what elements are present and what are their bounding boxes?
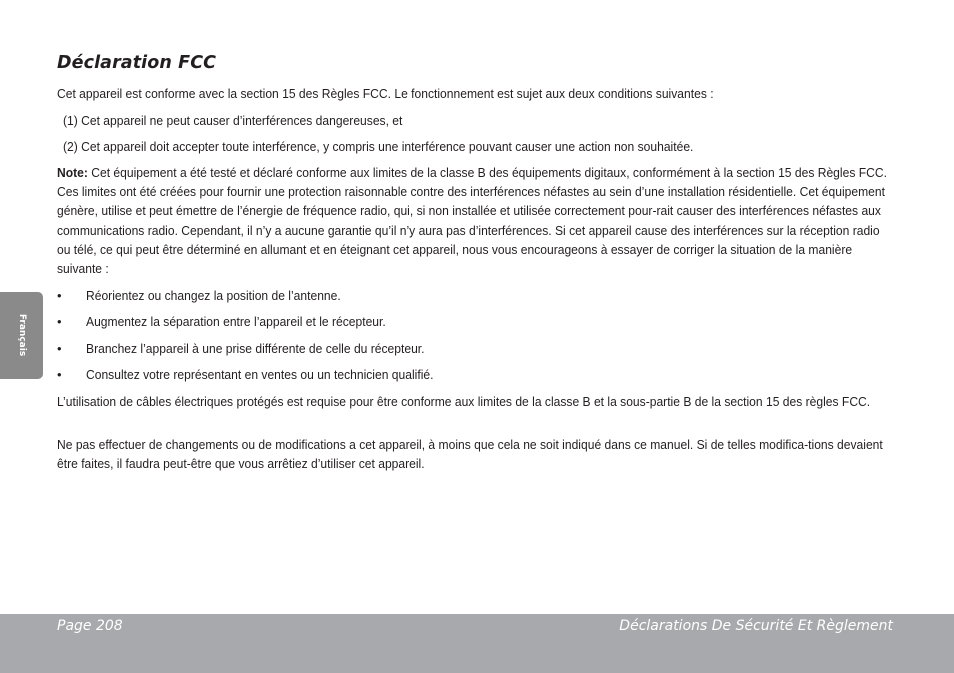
bullet-icon: • [57, 367, 62, 382]
list-item-text: Réorientez ou changez la position de l’antenne. [86, 288, 341, 303]
page-number: Page 208 [57, 618, 123, 634]
list-item [57, 286, 360, 305]
list-item [57, 339, 450, 358]
section-title: Déclarations De Sécurité Et Règlement [619, 618, 893, 634]
note-label: Note: [57, 165, 88, 180]
cables-paragraph: L’utilisation de câbles électriques protégés est requise pour être conforme aux limites de la classe B et la sous-partie B de la section 15 des règles FCC. [57, 394, 871, 409]
list-item [57, 365, 460, 384]
list-item-text: Branchez l’appareil à une prise différente de celle du récepteur. [86, 341, 425, 356]
list-item-text: Consultez votre représentant en ventes ou un technicien qualifié. [86, 367, 434, 382]
note-text: Cet équipement a été testé et déclaré conforme aux limites de la classe B des équipements digitaux, conformément à la section 15 des Règles FCC. Ces limites ont été créées pour fournir une protection raisonnable contre des interférences néfastes au sein d’une installation résidentielle. Cet équipement génère, utilise et peut émettre de l’énergie de fréquence radio, qui, si non installée et utilisée correctement pour-rait causer des interférences néfastes aux communications radio. Cependant, il n’y a aucune garantie qu’il n’y aura pas d’interférences. Si cet appareil cause des interférences sur la réception radio ou télé, ce qui peut être déterminé en allumant et en éteignant cet appareil, nous vous encourageons à essayer de corriger la situation de la manière suivante : [57, 165, 887, 277]
bullet-icon: • [57, 314, 62, 329]
intro-paragraph: Cet appareil est conforme avec la section 15 des Règles FCC. Le fonctionnement est sujet aux deux conditions suivantes : [57, 86, 714, 101]
page-title: Déclaration FCC [57, 53, 217, 73]
condition-1: (1) Cet appareil ne peut causer d’interférences dangereuses, et [63, 113, 403, 128]
bullet-icon: • [57, 341, 62, 356]
list-item-text: Augmentez la séparation entre l’appareil et le récepteur. [86, 314, 386, 329]
bullet-icon: • [57, 288, 62, 303]
condition-2: (2) Cet appareil doit accepter toute interférence, y compris une interférence pouvant causer une action non souhaitée. [63, 139, 694, 154]
language-tab-label: Français [17, 313, 27, 357]
list-item [57, 312, 408, 331]
changes-paragraph: Ne pas effectuer de changements ou de modifications a cet appareil, à moins que cela ne soit indiqué dans ce manuel. Si de telles modifica-tions devaient être faites, il faudra peut-être que vous arrêtiez d’utiliser cet appareil. [57, 437, 883, 472]
note-paragraph [57, 163, 893, 278]
